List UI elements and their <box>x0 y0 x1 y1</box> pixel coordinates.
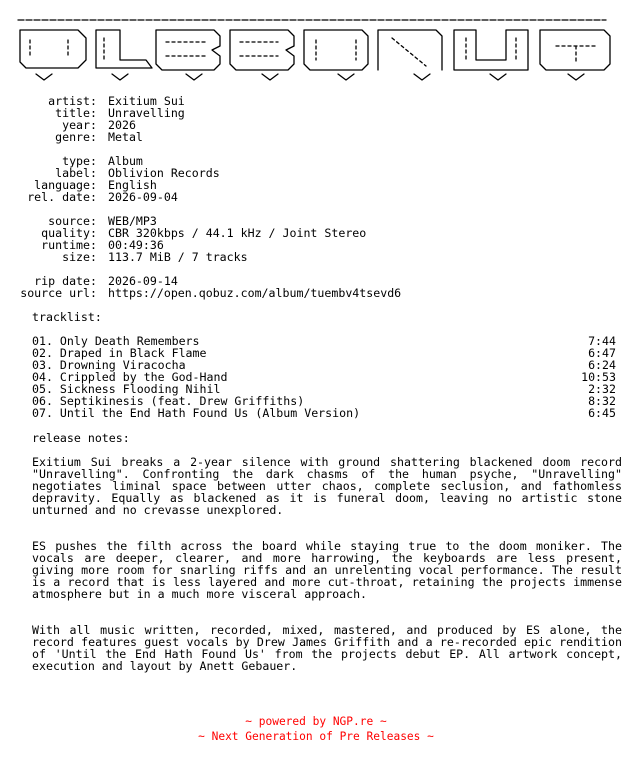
meta-value-quality: CBR 320kbps / 44.1 kHz / Joint Stereo <box>108 226 367 240</box>
meta-value-label: Oblivion Records <box>108 166 220 180</box>
meta-value-genre: Metal <box>108 130 143 144</box>
tracklist <box>32 335 616 419</box>
meta-row-source-url <box>0 287 632 299</box>
meta-group-quality-info <box>0 215 632 263</box>
meta-key: type: <box>62 154 97 168</box>
meta-key: source url: <box>20 286 97 300</box>
track-title: 06. Septikinesis (feat. Drew Griffiths) <box>32 394 305 408</box>
ascii-logo-banner <box>16 16 616 82</box>
meta-value-source-url: https://open.qobuz.com/album/tuembv4tsevd6 <box>108 286 402 300</box>
release-notes-paragraph-2: ES pushes the filth across the board while staying true to the doom moniker. The vocals are deeper, clearer, and more harrowing, the keyboards are less present, giving more room for snarling riffs and an unrelenting vocal performance. The result is a record that is less layered and more cut-throat, retaining the projects immense atmosphere but in a much more visceral approach. <box>32 539 622 601</box>
meta-key: rip date: <box>34 274 97 288</box>
meta-value-source: WEB/MP3 <box>108 214 157 228</box>
meta-value-rip-date: 2026-09-14 <box>108 274 178 288</box>
meta-key: year: <box>62 118 97 132</box>
meta-value-type: Album <box>108 154 143 168</box>
meta-value-language: English <box>108 178 157 192</box>
release-notes-paragraph-3: With all music written, recorded, mixed, mastered, and produced by ES alone, the record features guest vocals by Drew James Griffith and a re-recorded epic rendition of 'Until the End Hath Found Us' from the projects debut EP. All artwork concept, execution and layout by Anett Gebauer. <box>32 623 622 673</box>
meta-key: runtime: <box>41 238 97 252</box>
meta-group-rip-info <box>0 275 632 299</box>
footer-powered-by: ~ powered by NGP.re ~ <box>245 715 387 728</box>
track-duration: 6:47 <box>588 346 616 360</box>
track-duration: 6:45 <box>588 406 616 420</box>
track-title: 07. Until the End Hath Found Us (Album Version) <box>32 406 361 420</box>
meta-group-artist-info <box>0 95 632 143</box>
track-title: 04. Crippled by the God-Hand <box>32 370 228 384</box>
track-title: 01. Only Death Remembers <box>32 334 200 348</box>
track-row <box>32 407 616 419</box>
footer-credits <box>0 716 632 746</box>
meta-key: source: <box>48 214 97 228</box>
meta-key: title: <box>55 106 97 120</box>
track-title: 02. Draped in Black Flame <box>32 346 207 360</box>
meta-key: size: <box>62 250 97 264</box>
release-notes-heading: release notes: <box>32 431 130 445</box>
meta-row-genre <box>0 131 632 143</box>
meta-key: artist: <box>48 94 97 108</box>
meta-value-release-date: 2026-09-04 <box>108 190 178 204</box>
meta-row-release-date <box>0 191 632 203</box>
meta-row-size <box>0 251 632 263</box>
track-title: 03. Drowning Viracocha <box>32 358 186 372</box>
track-duration: 6:24 <box>588 358 616 372</box>
meta-value-title: Unravelling <box>108 106 185 120</box>
meta-key: genre: <box>55 130 97 144</box>
track-duration: 8:32 <box>588 394 616 408</box>
footer-tagline: ~ Next Generation of Pre Releases ~ <box>198 730 434 743</box>
tracklist-heading: tracklist: <box>32 310 102 324</box>
track-duration: 7:44 <box>588 334 616 348</box>
track-duration: 10:53 <box>581 370 616 384</box>
meta-key: label: <box>55 166 97 180</box>
track-title: 05. Sickness Flooding Nihil <box>32 382 221 396</box>
meta-value-year: 2026 <box>108 118 136 132</box>
meta-value-artist: Exitium Sui <box>108 94 185 108</box>
meta-key: quality: <box>41 226 97 240</box>
release-notes-paragraph-1: Exitium Sui breaks a 2-year silence with ground shattering blackened doom record "Unravelling". Confronting the dark chasms of the human psyche, "Unravelling" negotiates liminal space between utter chaos, complete seclusion, and fathomless depravity. Equally as blackened as it is funeral doom, leaving no artistic stone unturned and no crevasse unexplored. <box>32 455 622 517</box>
meta-value-size: 113.7 MiB / 7 tracks <box>108 250 248 264</box>
meta-value-runtime: 00:49:36 <box>108 238 164 252</box>
meta-group-release-info <box>0 155 632 203</box>
meta-key: language: <box>34 178 97 192</box>
meta-key: rel. date: <box>27 190 97 204</box>
track-duration: 2:32 <box>588 382 616 396</box>
